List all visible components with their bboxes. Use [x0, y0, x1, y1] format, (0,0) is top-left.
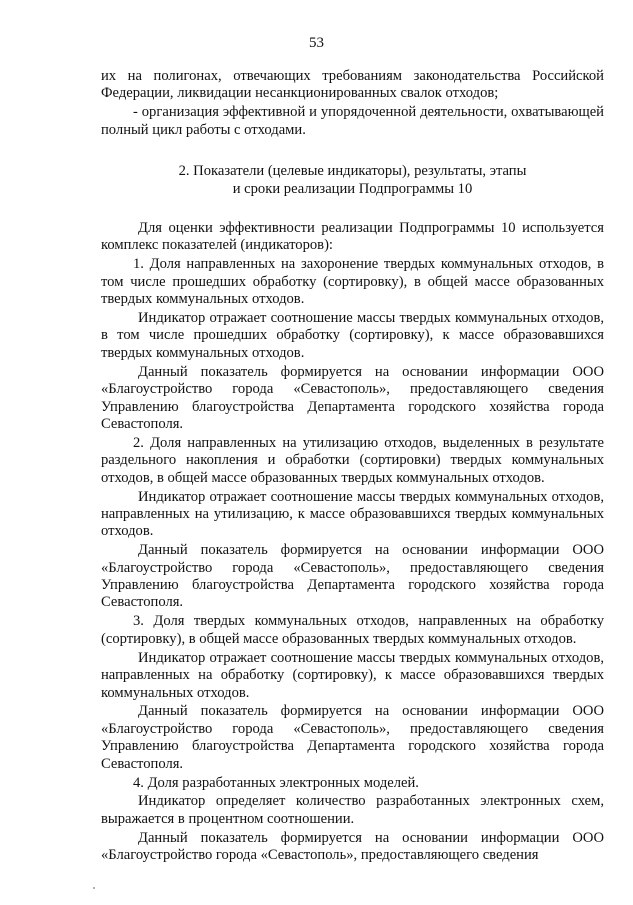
intro-list-item: - организация эффективной и упорядоченной деятельности, охватывающей полный цикл работы с отходами. [101, 104, 604, 138]
paragraph-indicator-4-source: Данный показатель формируется на основании информации ООО «Благоустройство города «Севастополь», предоставляющего сведения [101, 829, 604, 864]
paragraph-indicator-2-description: Индикатор отражает соотношение массы твердых коммунальных отходов, направленных на утилизацию, к массе образовавшихся твердых коммунальных отходов. [101, 488, 604, 540]
paragraph-indicator-1-source: Данный показатель формируется на основании информации ООО «Благоустройство города «Севастополь», предоставляющего сведения Управлению благоустройства Департамента городского хозяйства города Севастополя. [101, 363, 604, 432]
scan-speck [93, 887, 95, 889]
paragraph-indicator-1: 1. Доля направленных на захоронение твердых коммунальных отходов, в том числе прошедших обработку (сортировку), в общей массе образованных твердых коммунальных отходов. [101, 256, 604, 308]
section-heading-line-2: и сроки реализации Подпрограммы 10 [232, 180, 473, 197]
paragraph-indicator-4-description: Индикатор определяет количество разработанных электронных схем, выражается в процентном соотношении. [101, 793, 604, 827]
section-heading [101, 163, 604, 198]
paragraph-indicator-3-source: Данный показатель формируется на основании информации ООО «Благоустройство города «Севастополь», предоставляющего сведения Управлению благоустройства Департамента городского хозяйства города Севастополя. [101, 703, 604, 772]
paragraph-indicator-3-description: Индикатор отражает соотношение массы твердых коммунальных отходов, направленных на обработку (сортировку), к массе образовавшихся твердых коммунальных отходов. [101, 649, 604, 701]
section-heading-line-1: 2. Показатели (целевые индикаторы), результаты, этапы [178, 163, 527, 180]
paragraph-indicator-2-source: Данный показатель формируется на основании информации ООО «Благоустройство города «Севастополь», предоставляющего сведения Управлению благоустройства Департамента городского хозяйства города Севастополя. [101, 542, 604, 611]
paragraph-indicator-4: 4. Доля разработанных электронных моделей. [133, 774, 419, 791]
paragraph-indicator-2: 2. Доля направленных на утилизацию отходов, выделенных в результате раздельного накопления и обработки (сортировки) твердых коммунальных отходов, в общей массе образованных твердых коммунальных отходов. [101, 434, 604, 486]
paragraph-indicator-3: 3. Доля твердых коммунальных отходов, направленных на обработку (сортировку), в общей массе образованных твердых коммунальных отходов. [101, 613, 604, 647]
document-body [101, 68, 604, 866]
page-number: 53 [309, 35, 324, 51]
paragraph-indicators-intro: Для оценки эффективности реализации Подпрограммы 10 используется комплекс показателей (индикаторов): [101, 219, 604, 254]
paragraph-indicator-1-description: Индикатор отражает соотношение массы твердых коммунальных отходов, в том числе прошедших обработку (сортировку), к массе образовавшихся твердых коммунальных отходов. [101, 309, 604, 361]
intro-paragraph-continued: их на полигонах, отвечающих требованиям законодательства Российской Федерации, ликвидации несанкционированных свалок отходов; [101, 68, 604, 102]
